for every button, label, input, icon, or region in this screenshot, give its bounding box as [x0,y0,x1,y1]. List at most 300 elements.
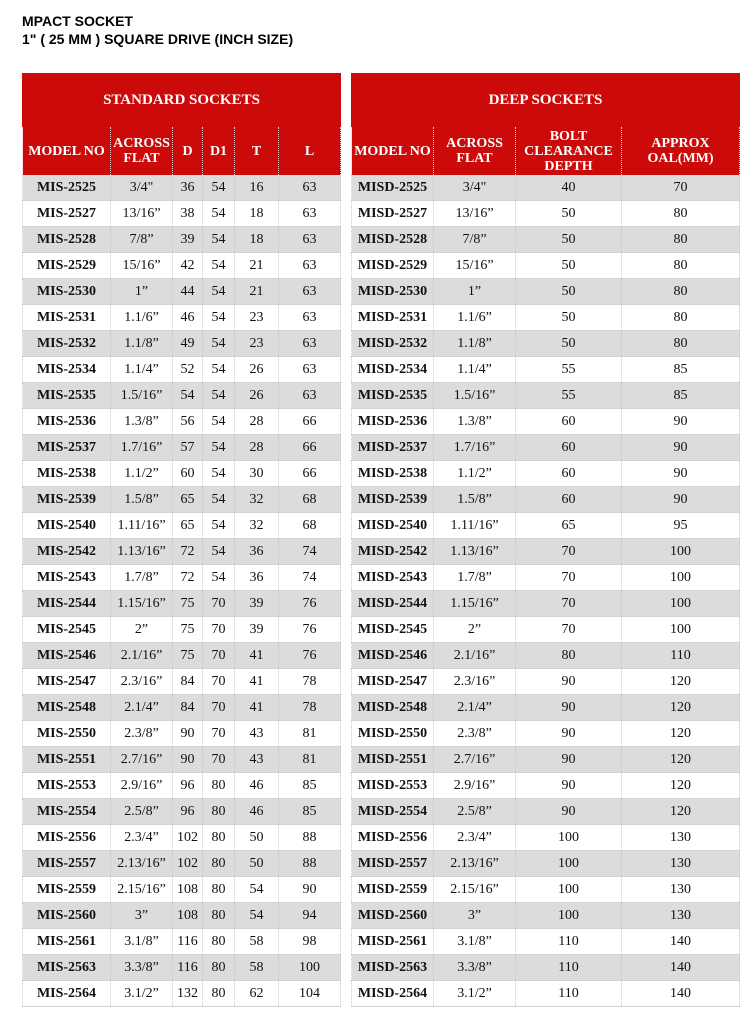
table-row [352,721,740,747]
table-cell: 63 [279,227,341,253]
table-cell: 100 [622,591,740,617]
table-cell: 3” [111,903,173,929]
table-cell: 1.15/16” [434,591,516,617]
table-cell: 66 [279,435,341,461]
table-cell: 41 [235,695,279,721]
table-cell: 100 [622,565,740,591]
table-row [352,799,740,825]
table-cell: 1.1/4” [434,357,516,383]
table-cell: 90 [622,409,740,435]
table-cell: 18 [235,227,279,253]
table-row [352,565,740,591]
table-cell: 70 [203,721,235,747]
model-number-cell: MIS-2554 [23,799,111,825]
table-row [23,825,341,851]
table-cell: 54 [203,201,235,227]
model-number-cell: MISD-2527 [352,201,434,227]
table-cell: 120 [622,669,740,695]
deep-sockets-heading: DEEP SOCKETS [352,74,740,127]
table-cell: 41 [235,643,279,669]
table-cell: 63 [279,331,341,357]
table-cell: 130 [622,903,740,929]
table-row [352,643,740,669]
table-cell: 1.1/8” [111,331,173,357]
table-cell: 32 [235,513,279,539]
table-row [23,435,341,461]
table-cell: 80 [622,305,740,331]
table-cell: 90 [516,669,622,695]
table-cell: 28 [235,409,279,435]
table-cell: 75 [173,617,203,643]
table-cell: 26 [235,357,279,383]
table-cell: 1” [111,279,173,305]
model-number-cell: MIS-2531 [23,305,111,331]
table-cell: 39 [173,227,203,253]
table-cell: 54 [235,903,279,929]
table-cell: 2.3/8” [434,721,516,747]
table-cell: 63 [279,305,341,331]
deep-col-approx-oal: APPROX OAL(MM) [622,127,740,176]
table-row [352,539,740,565]
table-cell: 40 [516,175,622,201]
table-row [23,539,341,565]
table-row [352,903,740,929]
table-cell: 90 [516,695,622,721]
model-number-cell: MIS-2529 [23,253,111,279]
table-cell: 63 [279,253,341,279]
table-row [23,773,341,799]
table-cell: 1.11/16” [434,513,516,539]
table-cell: 70 [203,695,235,721]
table-cell: 90 [622,461,740,487]
table-row [352,669,740,695]
table-cell: 46 [235,773,279,799]
table-cell: 70 [203,669,235,695]
table-cell: 95 [622,513,740,539]
table-cell: 43 [235,721,279,747]
table-cell: 85 [622,383,740,409]
table-row [352,617,740,643]
table-cell: 57 [173,435,203,461]
model-number-cell: MISD-2553 [352,773,434,799]
table-row [352,461,740,487]
table-cell: 70 [516,539,622,565]
table-cell: 1.7/16” [111,435,173,461]
table-row [352,773,740,799]
table-cell: 120 [622,799,740,825]
table-cell: 2.1/4” [111,695,173,721]
std-col-d1: D1 [203,127,235,176]
table-cell: 2.13/16” [111,851,173,877]
model-number-cell: MIS-2550 [23,721,111,747]
table-cell: 90 [622,487,740,513]
std-col-d: D [173,127,203,176]
table-row [352,227,740,253]
table-cell: 3/4" [434,175,516,201]
table-cell: 88 [279,825,341,851]
table-cell: 90 [516,747,622,773]
table-cell: 36 [235,539,279,565]
table-cell: 100 [516,903,622,929]
table-cell: 63 [279,383,341,409]
table-cell: 2.3/16” [434,669,516,695]
std-col-t: T [235,127,279,176]
table-row [23,357,341,383]
table-cell: 84 [173,669,203,695]
table-cell: 54 [235,877,279,903]
table-row [352,201,740,227]
model-number-cell: MIS-2539 [23,487,111,513]
table-cell: 1.3/8” [111,409,173,435]
table-cell: 70 [516,591,622,617]
table-cell: 68 [279,487,341,513]
table-cell: 43 [235,747,279,773]
table-cell: 70 [516,565,622,591]
table-cell: 2.15/16” [434,877,516,903]
model-number-cell: MIS-2528 [23,227,111,253]
page-title: MPACT SOCKET [22,13,133,29]
model-number-cell: MIS-2527 [23,201,111,227]
model-number-cell: MISD-2531 [352,305,434,331]
table-cell: 100 [516,825,622,851]
table-cell: 84 [173,695,203,721]
table-cell: 16 [235,175,279,201]
model-number-cell: MIS-2544 [23,591,111,617]
table-cell: 100 [622,617,740,643]
model-number-cell: MISD-2540 [352,513,434,539]
table-row [352,981,740,1007]
table-cell: 104 [279,981,341,1007]
table-cell: 15/16” [111,253,173,279]
table-cell: 80 [203,955,235,981]
table-cell: 76 [279,591,341,617]
table-cell: 50 [235,825,279,851]
table-cell: 90 [516,721,622,747]
table-cell: 1.1/6” [111,305,173,331]
table-cell: 7/8” [434,227,516,253]
table-cell: 55 [516,383,622,409]
table-cell: 1.11/16” [111,513,173,539]
model-number-cell: MISD-2544 [352,591,434,617]
table-cell: 18 [235,201,279,227]
table-cell: 50 [235,851,279,877]
table-cell: 1.3/8” [434,409,516,435]
table-row [352,955,740,981]
table-cell: 46 [235,799,279,825]
table-row [23,695,341,721]
table-row [23,903,341,929]
model-number-cell: MIS-2548 [23,695,111,721]
table-cell: 65 [173,513,203,539]
model-number-cell: MISD-2538 [352,461,434,487]
table-cell: 65 [516,513,622,539]
table-cell: 49 [173,331,203,357]
table-cell: 30 [235,461,279,487]
table-cell: 70 [516,617,622,643]
table-cell: 3.1/8” [434,929,516,955]
table-cell: 3.1/2” [111,981,173,1007]
table-cell: 54 [203,305,235,331]
table-cell: 3/4" [111,175,173,201]
table-cell: 1.5/8” [111,487,173,513]
table-cell: 63 [279,201,341,227]
deep-col-model-no: MODEL NO [352,127,434,176]
table-cell: 140 [622,955,740,981]
table-cell: 80 [622,331,740,357]
table-row [352,513,740,539]
table-cell: 110 [516,981,622,1007]
table-cell: 70 [203,643,235,669]
table-cell: 63 [279,357,341,383]
table-row [23,331,341,357]
table-cell: 2.1/16” [111,643,173,669]
table-cell: 100 [516,851,622,877]
table-cell: 2.3/8” [111,721,173,747]
table-cell: 66 [279,409,341,435]
table-cell: 130 [622,877,740,903]
model-number-cell: MIS-2557 [23,851,111,877]
model-number-cell: MIS-2540 [23,513,111,539]
model-number-cell: MISD-2564 [352,981,434,1007]
table-row [352,487,740,513]
table-cell: 39 [235,617,279,643]
model-number-cell: MISD-2529 [352,253,434,279]
table-cell: 102 [173,851,203,877]
table-cell: 1.7/16” [434,435,516,461]
std-col-model-no: MODEL NO [23,127,111,176]
table-cell: 74 [279,565,341,591]
table-row [23,409,341,435]
table-cell: 102 [173,825,203,851]
table-cell: 2.7/16” [111,747,173,773]
table-cell: 132 [173,981,203,1007]
tables-container [22,73,740,1007]
table-cell: 120 [622,695,740,721]
table-cell: 1” [434,279,516,305]
table-row [352,357,740,383]
table-cell: 60 [516,435,622,461]
table-cell: 78 [279,695,341,721]
table-row [352,877,740,903]
model-number-cell: MISD-2537 [352,435,434,461]
table-cell: 54 [203,253,235,279]
table-cell: 100 [622,539,740,565]
table-cell: 80 [622,227,740,253]
table-cell: 80 [622,201,740,227]
table-row [352,825,740,851]
table-cell: 80 [203,981,235,1007]
model-number-cell: MIS-2563 [23,955,111,981]
table-row [23,279,341,305]
deep-sockets-body [352,175,740,1007]
table-cell: 130 [622,851,740,877]
table-cell: 76 [279,643,341,669]
model-number-cell: MISD-2543 [352,565,434,591]
table-cell: 1.7/8” [434,565,516,591]
table-row [352,279,740,305]
standard-sockets-table [22,73,341,1007]
table-gap [341,73,351,1007]
table-cell: 54 [203,461,235,487]
standard-sockets-heading: STANDARD SOCKETS [23,74,341,127]
table-cell: 54 [203,487,235,513]
table-cell: 100 [516,877,622,903]
table-cell: 3.1/8” [111,929,173,955]
table-cell: 3.3/8” [434,955,516,981]
table-row [23,851,341,877]
table-cell: 80 [203,799,235,825]
table-row [23,461,341,487]
table-cell: 110 [622,643,740,669]
table-cell: 2.7/16” [434,747,516,773]
table-cell: 50 [516,253,622,279]
table-cell: 66 [279,461,341,487]
table-row [23,227,341,253]
table-cell: 90 [279,877,341,903]
table-cell: 140 [622,981,740,1007]
table-cell: 80 [203,929,235,955]
table-cell: 36 [235,565,279,591]
model-number-cell: MIS-2546 [23,643,111,669]
table-cell: 75 [173,591,203,617]
table-cell: 46 [173,305,203,331]
table-row [23,981,341,1007]
table-cell: 2.13/16” [434,851,516,877]
table-cell: 85 [622,357,740,383]
table-cell: 1.13/16” [111,539,173,565]
model-number-cell: MISD-2561 [352,929,434,955]
table-row [23,305,341,331]
table-cell: 110 [516,955,622,981]
table-cell: 72 [173,565,203,591]
model-number-cell: MISD-2547 [352,669,434,695]
table-row [352,591,740,617]
table-cell: 38 [173,201,203,227]
table-cell: 90 [173,747,203,773]
table-row [352,175,740,201]
table-cell: 23 [235,305,279,331]
table-row [352,695,740,721]
table-cell: 54 [203,409,235,435]
table-cell: 3.1/2” [434,981,516,1007]
table-cell: 21 [235,253,279,279]
deep-col-bolt-clearance-depth: BOLT CLEARANCE DEPTH [516,127,622,176]
model-number-cell: MIS-2559 [23,877,111,903]
table-cell: 56 [173,409,203,435]
model-number-cell: MISD-2545 [352,617,434,643]
model-number-cell: MIS-2536 [23,409,111,435]
table-cell: 54 [203,435,235,461]
model-number-cell: MISD-2559 [352,877,434,903]
table-cell: 42 [173,253,203,279]
table-cell: 2.9/16” [111,773,173,799]
table-cell: 2.5/8” [111,799,173,825]
page-subtitle: 1" ( 25 MM ) SQUARE DRIVE (INCH SIZE) [22,31,294,47]
table-cell: 76 [279,617,341,643]
table-cell: 7/8” [111,227,173,253]
table-row [352,851,740,877]
table-row [352,383,740,409]
table-row [23,565,341,591]
table-cell: 54 [173,383,203,409]
table-cell: 54 [203,279,235,305]
table-cell: 116 [173,955,203,981]
table-cell: 1.5/8” [434,487,516,513]
model-number-cell: MISD-2530 [352,279,434,305]
model-number-cell: MIS-2551 [23,747,111,773]
table-cell: 1.1/2” [434,461,516,487]
table-cell: 108 [173,903,203,929]
table-cell: 2.3/4” [434,825,516,851]
table-row [23,877,341,903]
table-cell: 78 [279,669,341,695]
table-cell: 2.1/4” [434,695,516,721]
std-col-l: L [279,127,341,176]
table-cell: 3.3/8” [111,955,173,981]
table-cell: 54 [203,331,235,357]
table-cell: 80 [203,903,235,929]
table-cell: 1.1/8” [434,331,516,357]
table-cell: 26 [235,383,279,409]
table-cell: 1.15/16” [111,591,173,617]
table-cell: 94 [279,903,341,929]
model-number-cell: MISD-2548 [352,695,434,721]
table-row [23,487,341,513]
table-row [23,799,341,825]
table-cell: 120 [622,773,740,799]
table-row [352,305,740,331]
table-cell: 80 [203,877,235,903]
model-number-cell: MISD-2546 [352,643,434,669]
table-cell: 50 [516,305,622,331]
table-row [352,747,740,773]
table-cell: 44 [173,279,203,305]
table-cell: 108 [173,877,203,903]
table-row [352,435,740,461]
standard-sockets-body [23,175,341,1007]
table-cell: 90 [622,435,740,461]
table-cell: 80 [203,825,235,851]
table-cell: 2” [434,617,516,643]
model-number-cell: MIS-2525 [23,175,111,201]
table-cell: 58 [235,955,279,981]
model-number-cell: MISD-2536 [352,409,434,435]
table-row [23,747,341,773]
table-row [352,409,740,435]
table-cell: 140 [622,929,740,955]
table-cell: 96 [173,773,203,799]
model-number-cell: MIS-2534 [23,357,111,383]
model-number-cell: MIS-2532 [23,331,111,357]
table-cell: 90 [516,773,622,799]
model-number-cell: MISD-2542 [352,539,434,565]
model-number-cell: MIS-2545 [23,617,111,643]
model-number-cell: MIS-2547 [23,669,111,695]
table-cell: 52 [173,357,203,383]
model-number-cell: MIS-2537 [23,435,111,461]
table-cell: 80 [516,643,622,669]
std-col-across-flat: ACROSS FLAT [111,127,173,176]
table-row [23,591,341,617]
model-number-cell: MIS-2535 [23,383,111,409]
table-row [23,617,341,643]
table-cell: 75 [173,643,203,669]
table-row [23,721,341,747]
table-cell: 2.5/8” [434,799,516,825]
table-cell: 60 [173,461,203,487]
table-cell: 72 [173,539,203,565]
table-row [23,513,341,539]
